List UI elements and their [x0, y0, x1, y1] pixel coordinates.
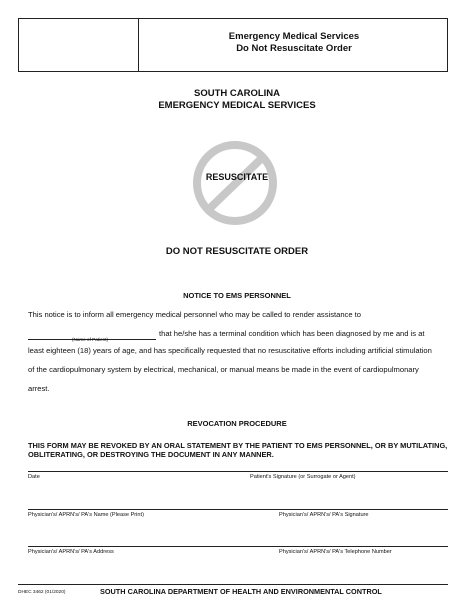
- patient-name-caption: (Name of Patient): [72, 337, 108, 342]
- revocation-text: THIS FORM MAY BE REVOKED BY AN ORAL STATEMENT BY THE PATIENT TO EMS PERSONNEL, OR BY MUTILATING, OBLITERATING, OR DESTROYING THE DOCUMENT IN ANY MANNER.: [28, 441, 448, 459]
- agency-state: SOUTH CAROLINA: [193, 88, 281, 99]
- header-title-line2: Do Not Resuscitate Order: [236, 43, 352, 54]
- date-patient-signature-line[interactable]: [28, 471, 448, 472]
- resuscitate-label: RESUSCITATE: [205, 172, 269, 182]
- notice-heading: NOTICE TO EMS PERSONNEL: [183, 291, 291, 300]
- form-number: DHEC 3462 (01/2020): [18, 590, 66, 595]
- physician-address-label: Physician's/ APRN's/ PA's Address: [28, 549, 114, 555]
- physician-signature-label: Physician's/ APRN's/ PA's Signature: [279, 512, 369, 518]
- order-title: DO NOT RESUSCITATE ORDER: [165, 246, 309, 257]
- physician-name-label: Physician's/ APRN's/ PA's Name (Please Print): [28, 512, 144, 518]
- no-prohibition-sign-icon: [178, 134, 288, 234]
- notice-line-2: that he/she has a terminal condition which has been diagnosed by me and is at: [159, 329, 425, 338]
- physician-phone-label: Physician's/ APRN's/ PA's Telephone Number: [279, 549, 392, 555]
- agency-name: EMERGENCY MEDICAL SERVICES: [158, 100, 316, 111]
- header-title-line1: Emergency Medical Services: [228, 31, 360, 42]
- date-label: Date: [28, 474, 40, 480]
- footer-department: SOUTH CAROLINA DEPARTMENT OF HEALTH AND ENVIRONMENTAL CONTROL: [100, 587, 382, 596]
- physician-address-phone-line[interactable]: [28, 546, 448, 547]
- notice-line-4: of the cardiopulmonary system by electrical, mechanical, or manual means be made in the event of cardiopulmonary: [28, 365, 419, 374]
- revocation-heading: REVOCATION PROCEDURE: [187, 419, 287, 428]
- prohibition-slash: [206, 156, 264, 212]
- header-box: [18, 18, 448, 72]
- notice-line-3: least eighteen (18) years of age, and has specifically requested that no resuscitative efforts including artificial stimulation: [28, 346, 432, 355]
- notice-line-1: This notice is to inform all emergency medical personnel who may be called to render assistance to: [28, 310, 362, 319]
- notice-line-5: arrest.: [28, 384, 50, 393]
- physician-name-signature-line[interactable]: [28, 509, 448, 510]
- footer-rule: [18, 584, 448, 585]
- patient-signature-label: Patient's Signature (or Surrogate or Agent): [250, 474, 356, 480]
- header-title: [139, 31, 449, 55]
